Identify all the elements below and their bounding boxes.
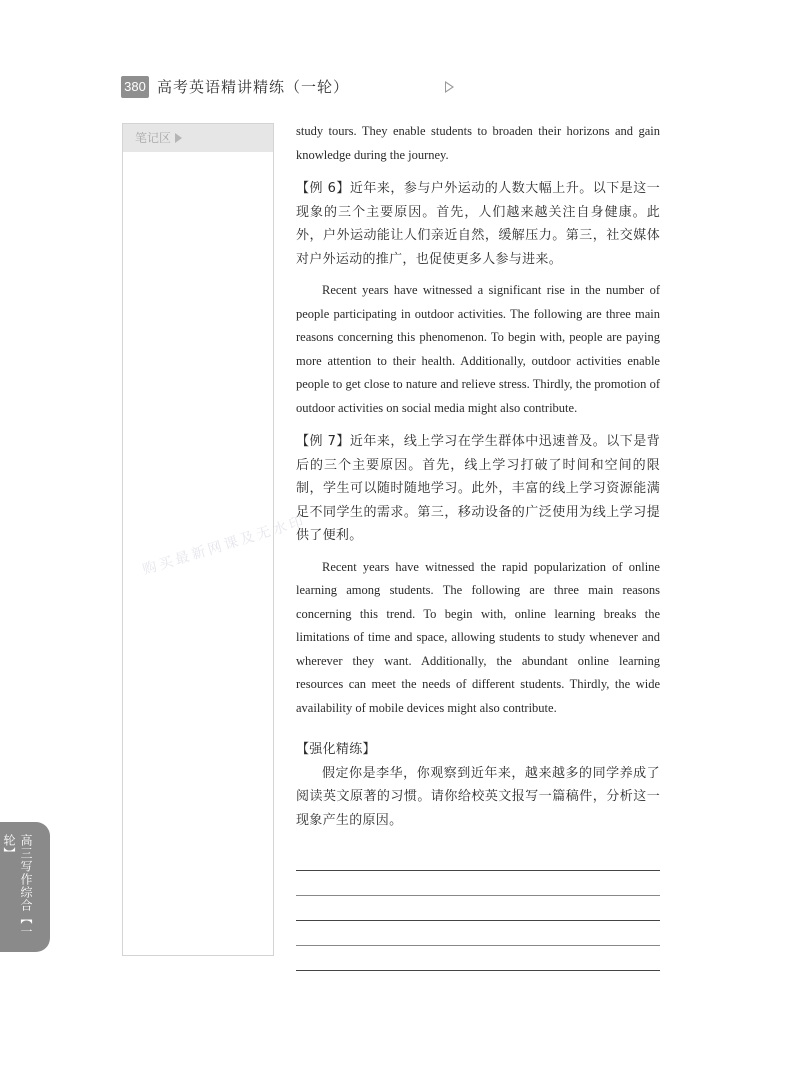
example-6-english: Recent years have witnessed a significant rise in the number of people participating in outdoor activities. The following are three main reasons concerning this phenomenon. To begin with, people are paying more attention to their health. Additionally, outdoor activities enable people to get close to nature and relieve stress. Thirdly, the promotion of outdoor activities on social media might also contribute. [296, 283, 660, 415]
arrow-right-icon [175, 133, 182, 143]
side-tab-label: 高三写作综合【一轮】 [2, 834, 33, 938]
notes-header [123, 124, 273, 152]
book-title: 高考英语精讲精练（一轮） [157, 78, 350, 96]
page-number: 380 [121, 76, 149, 98]
answer-line[interactable] [296, 896, 660, 921]
watermark: 购买最新网课及无水印 [140, 513, 309, 579]
answer-line[interactable] [296, 871, 660, 896]
practice-prompt: 假定你是李华，你观察到近年来，越来越多的同学养成了阅读英文原著的习惯。请你给校英文报写一篇稿件，分析这一现象产生的原因。 [296, 765, 660, 828]
notes-label: 笔记区 [135, 131, 172, 145]
notes-panel [122, 123, 274, 956]
answer-line[interactable] [296, 946, 660, 971]
side-tab [0, 822, 50, 952]
practice-title: 【强化精练】 [296, 742, 376, 757]
intro-paragraph: study tours. They enable students to broaden their horizons and gain knowledge during the journey. [296, 124, 660, 162]
page-header [121, 72, 681, 106]
example-7-chinese: 【例 7】近年来，线上学习在学生群体中迅速普及。以下是背后的三个主要原因。首先，线上学习打破了时间和空间的限制，学生可以随时随地学习。此外，丰富的线上学习资源能满足不同学生的需求。第三，移动设备的广泛使用为线上学习提供了便利。 [296, 434, 660, 543]
answer-line[interactable] [296, 846, 660, 871]
example-7-english: Recent years have witnessed the rapid popularization of online learning among students. The following are three main reasons concerning this trend. To begin with, online learning breaks the limitations of time and space, allowing students to study whenever and wherever they want. Additionally, the abundant online learning resources can meet the needs of different students. Thirdly, the wide availability of mobile devices might also contribute. [296, 559, 660, 715]
answer-line[interactable] [296, 921, 660, 946]
main-content [296, 120, 660, 971]
example-6-chinese: 【例 6】近年来，参与户外运动的人数大幅上升。以下是这一现象的三个主要原因。首先，人们越来越关注自身健康。此外，户外运动能让人们亲近自然，缓解压力。第三，社交媒体对户外运动的推广，也促使更多人参与进来。 [296, 181, 660, 267]
answer-lines [296, 846, 660, 971]
play-triangle-icon [445, 81, 454, 93]
